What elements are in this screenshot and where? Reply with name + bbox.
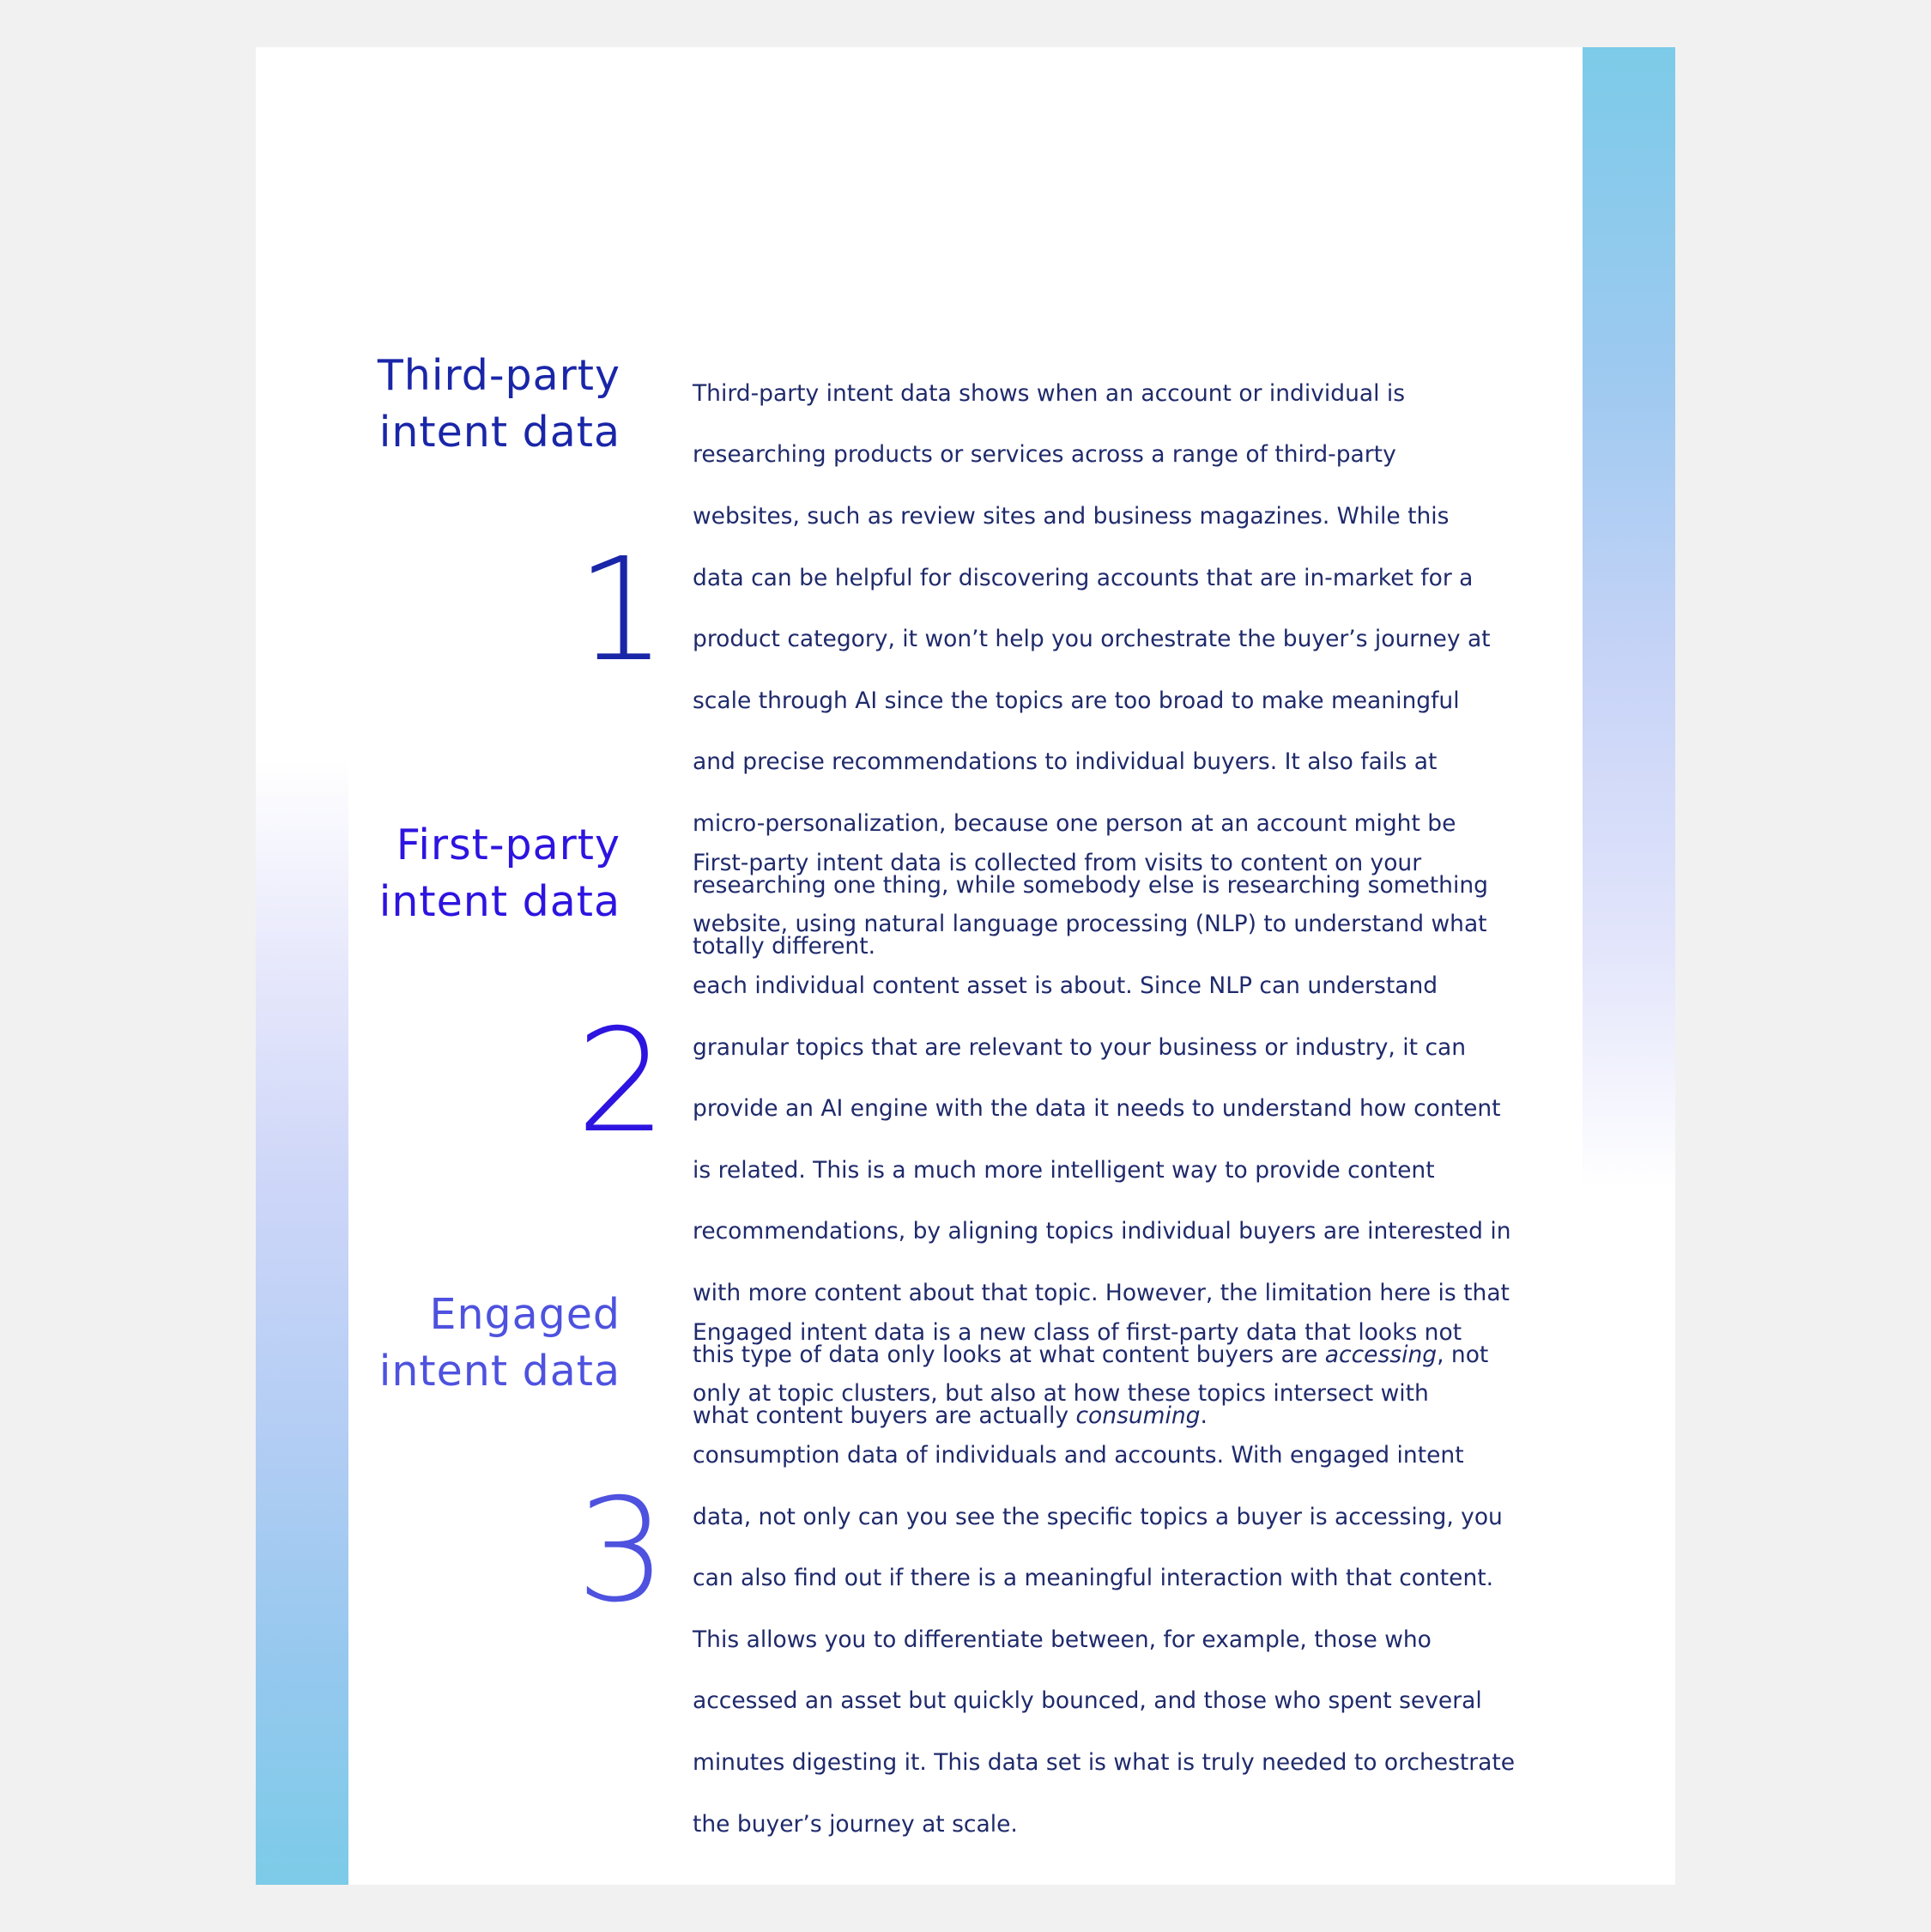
body-line: website, using natural language processing (NLP) to understand what — [693, 911, 1487, 938]
heading-line-1: First-party — [396, 821, 620, 869]
body-line: consumption data of individuals and accounts. With engaged intent — [693, 1441, 1464, 1469]
body-line: product category, it won’t help you orchestrate the buyer’s journey at — [693, 626, 1491, 653]
body-line: only at topic clusters, but also at how these topics intersect with — [693, 1380, 1429, 1408]
heading-line-1: Engaged — [429, 1290, 620, 1339]
body-line: recommendations, by aligning topics individual buyers are interested in — [693, 1218, 1511, 1245]
section-heading — [260, 817, 620, 930]
body-line: with more content about that topic. However, the limitation here is that — [693, 1279, 1510, 1306]
body-line: each individual content asset is about. Since NLP can understand — [693, 972, 1438, 999]
emphasis-text: consuming — [1075, 1402, 1201, 1430]
body-line: granular topics that are relevant to your business or industry, it can — [693, 1033, 1467, 1061]
section-number: 2 — [576, 999, 667, 1165]
section-heading — [260, 348, 620, 461]
body-line: can also find out if there is a meaningful interaction with that content. — [693, 1565, 1494, 1592]
section-number: 3 — [576, 1469, 667, 1634]
body-text: what content buyers are actually — [693, 1402, 1076, 1430]
body-line: This allows you to differentiate between, for example, those who — [693, 1626, 1432, 1653]
section-number: 1 — [576, 528, 667, 693]
body-line: minutes digesting it. This data set is what is truly needed to orchestrate — [693, 1748, 1516, 1776]
decorative-gradient-bar-right — [1583, 47, 1675, 1189]
body-text: , not — [1437, 1341, 1489, 1368]
body-line: Third-party intent data shows when an account or individual is — [693, 379, 1406, 407]
body-line: Engaged intent data is a new class of first-party data that looks not — [693, 1318, 1462, 1346]
body-line: websites, such as review sites and business magazines. While this — [693, 502, 1450, 530]
section-heading — [260, 1287, 620, 1400]
body-line: data, not only can you see the specific topics a buyer is accessing, you — [693, 1503, 1503, 1530]
body-line: data can be helpful for discovering accounts that are in-market for a — [693, 564, 1474, 591]
body-line: First-party intent data is collected from visits to content on your — [693, 849, 1422, 876]
heading-line-2: intent data — [378, 408, 620, 457]
body-line: researching products or services across a range of third-party — [693, 441, 1396, 469]
body-line: researching one thing, while somebody else is researching something — [693, 871, 1488, 899]
body-line: micro-personalization, because one person at an account might be — [693, 809, 1456, 837]
section-body — [693, 1287, 1551, 1870]
heading-line-1: Third-party — [377, 351, 620, 400]
emphasis-text: accessing — [1324, 1341, 1438, 1368]
heading-line-2: intent data — [378, 877, 620, 926]
body-line: totally different. — [693, 933, 876, 960]
body-line: is related. This is a much more intelligent way to provide content — [693, 1156, 1435, 1184]
body-line: scale through AI since the topics are too broad to make meaningful — [693, 687, 1460, 714]
document-page — [256, 47, 1675, 1885]
body-line: the buyer’s journey at scale. — [693, 1810, 1018, 1838]
body-line: provide an AI engine with the data it needs to understand how content — [693, 1095, 1501, 1123]
body-text: this type of data only looks at what content buyers are — [693, 1341, 1325, 1368]
body-line: accessed an asset but quickly bounced, and those who spent several — [693, 1687, 1482, 1715]
body-text: . — [1200, 1402, 1208, 1430]
heading-line-2: intent data — [378, 1347, 620, 1396]
body-line: and precise recommendations to individual buyers. It also fails at — [693, 748, 1438, 776]
